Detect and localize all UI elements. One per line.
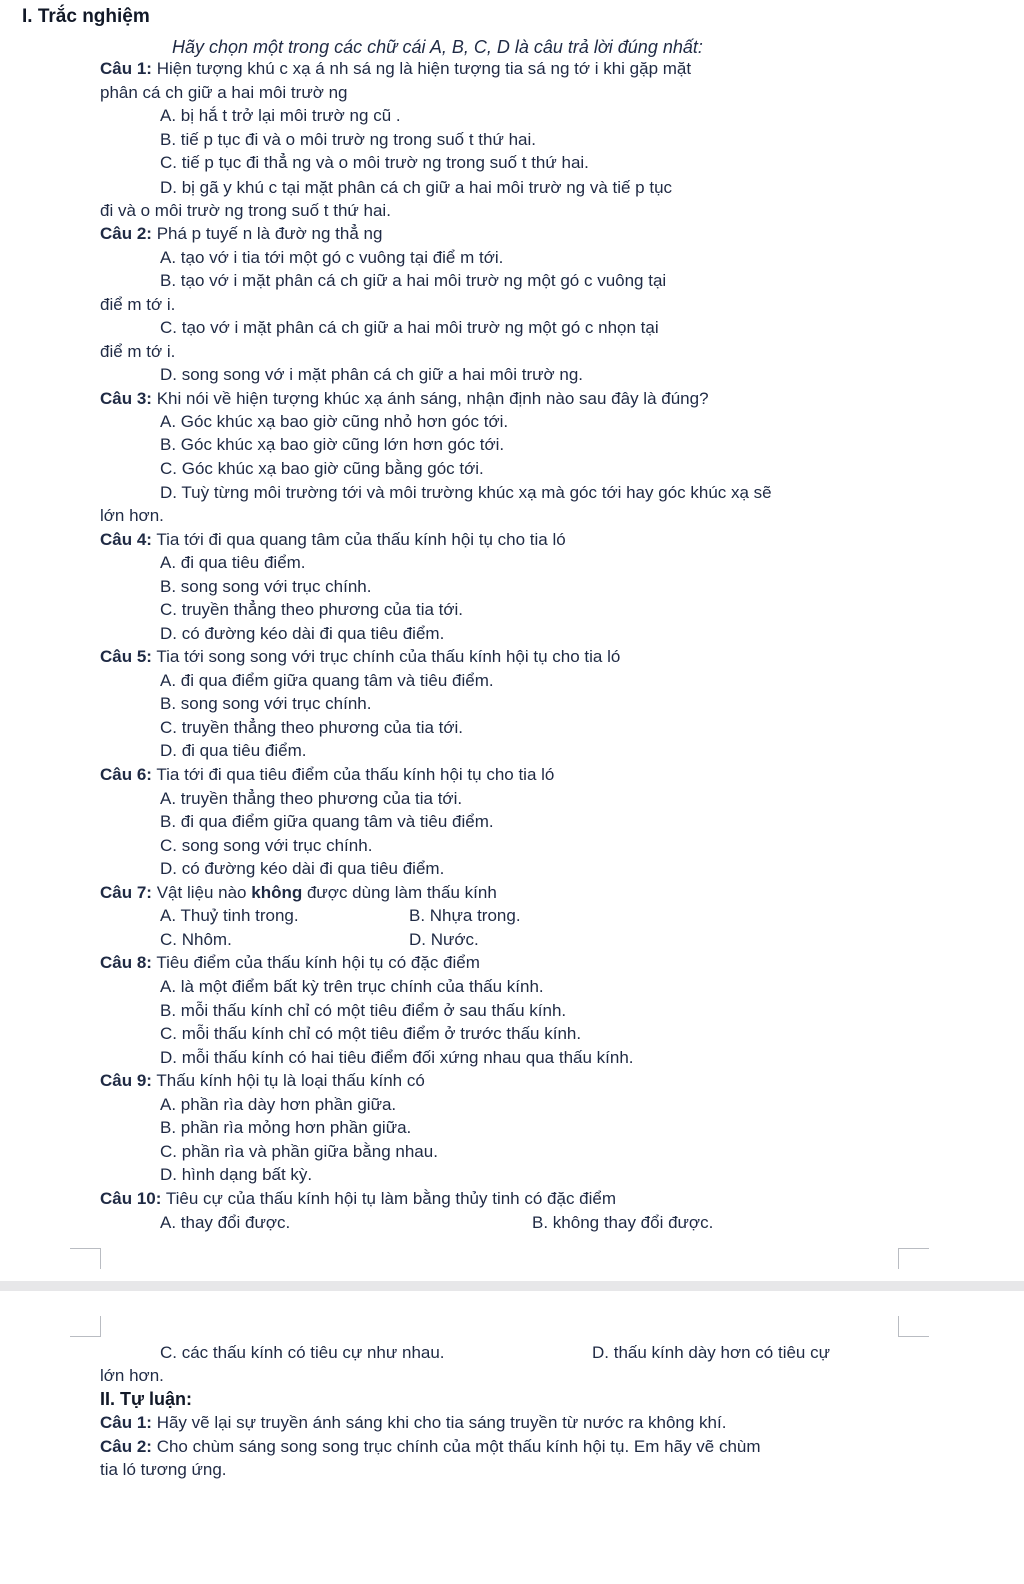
question-4-text: Tia tới đi qua quang tâm của thấu kính hội tụ cho tia ló [156,530,566,549]
question-2-option-b-cont: điể m tớ i. [100,295,176,314]
question-9-option-b: B. phần rìa mỏng hơn phần giữa. [160,1118,412,1137]
question-10-text: Tiêu cự của thấu kính hội tụ làm bằng thủy tinh có đặc điểm [165,1189,617,1208]
question-2-text: Phá p tuyế n là đườ ng thẳ ng [156,224,383,243]
question-10-option-c: C. các thấu kính có tiêu cự như nhau. [160,1343,445,1362]
question-4-label: Câu 4: [100,530,152,549]
question-9-label: Câu 9: [100,1071,152,1090]
instruction: Hãy chọn một trong các chữ cái A, B, C, D là câu trả lời đúng nhất: [172,37,703,57]
question-1-option-a: A. bị hắ t trở lại môi trườ ng cũ . [160,106,401,125]
question-8-text: Tiêu điểm của thấu kính hội tụ có đặc điểm [156,953,480,972]
question-5-label: Câu 5: [100,647,152,666]
question-2-option-a: A. tạo vớ i tia tới một gó c vuông tại điể m tới. [160,248,504,267]
question-8-option-a: A. là một điểm bất kỳ trên trục chính của thấu kính. [160,977,544,996]
question-3-option-c: C. Góc khúc xạ bao giờ cũng bằng góc tới. [160,459,484,478]
question-6-option-b: B. đi qua điểm giữa quang tâm và tiêu điểm. [160,812,494,831]
question-8-option-b: B. mỗi thấu kính chỉ có một tiêu điểm ở sau thấu kính. [160,1001,567,1020]
essay-question-2-text: Cho chùm sáng song song trục chính của một thấu kính hội tụ. Em hãy vẽ chùm [156,1437,761,1456]
question-5 [100,646,620,668]
page-corner-mark [70,1248,101,1269]
question-2-option-c: C. tạo vớ i mặt phân cá ch giữ a hai môi trườ ng một gó c nhọn tại [160,318,659,337]
question-7 [100,882,497,904]
question-3-option-d-cont: lớn hơn. [100,506,164,525]
question-1-text-cont: phân cá ch giữ a hai môi trườ ng [100,83,348,102]
question-10-option-b: B. không thay đổi được. [532,1213,714,1232]
essay-question-2-label: Câu 2: [100,1437,152,1456]
question-2-label: Câu 2: [100,224,152,243]
question-2-option-d: D. song song vớ i mặt phân cá ch giữ a hai môi trườ ng. [160,365,584,384]
question-10-label: Câu 10: [100,1189,162,1208]
essay-question-1-text: Hãy vẽ lại sự truyền ánh sáng khi cho tia sáng truyền từ nước ra không khí. [156,1413,727,1432]
question-6 [100,764,554,786]
question-7-option-b: B. Nhựa trong. [409,906,521,925]
question-2 [100,223,382,245]
essay-question-1-label: Câu 1: [100,1413,152,1432]
question-7-option-d: D. Nước. [409,930,479,949]
question-1-option-d: D. bị gã y khú c tại mặt phân cá ch giữ a hai môi trườ ng và tiế p tục [160,178,673,197]
question-6-label: Câu 6: [100,765,152,784]
question-7-option-a: A. Thuỷ tinh trong. [160,906,299,925]
question-7-text-pre: Vật liệu nào [156,883,247,902]
question-9-text: Thấu kính hội tụ là loại thấu kính có [156,1071,425,1090]
question-3-option-d: D. Tuỳ từng môi trường tới và môi trường khúc xạ mà góc tới hay góc khúc xạ sẽ [160,483,772,502]
section-2-title: II. Tự luận: [100,1389,193,1409]
question-7-label: Câu 7: [100,883,152,902]
question-3 [100,388,709,410]
question-1-text: Hiện tượng khú c xạ á nh sá ng là hiện tượng tia sá ng tớ i khi gặp mặt [156,59,692,78]
essay-question-1 [100,1412,726,1434]
question-9-option-a: A. phần rìa dày hơn phần giữa. [160,1095,397,1114]
question-1-option-d-cont: đi và o môi trườ ng trong suố t thứ hai. [100,201,391,220]
page-corner-mark [70,1316,101,1337]
question-4-option-c: C. truyền thẳng theo phương của tia tới. [160,600,464,619]
question-5-option-d: D. đi qua tiêu điểm. [160,741,307,760]
question-10-option-a: A. thay đổi được. [160,1213,291,1232]
question-8-option-c: C. mỗi thấu kính chỉ có một tiêu điểm ở trước thấu kính. [160,1024,582,1043]
question-8 [100,952,480,974]
question-6-option-d: D. có đường kéo dài đi qua tiêu điểm. [160,859,445,878]
essay-question-2 [100,1436,761,1458]
question-3-text: Khi nói về hiện tượng khúc xạ ánh sáng, nhận định nào sau đây là đúng? [156,389,709,408]
question-5-option-c: C. truyền thẳng theo phương của tia tới. [160,718,464,737]
question-6-option-a: A. truyền thẳng theo phương của tia tới. [160,789,463,808]
question-6-text: Tia tới đi qua tiêu điểm của thấu kính hội tụ cho tia ló [156,765,555,784]
question-9-option-c: C. phần rìa và phần giữa bằng nhau. [160,1142,438,1161]
question-3-option-b: B. Góc khúc xạ bao giờ cũng lớn hơn góc tới. [160,435,505,454]
question-9 [100,1070,425,1092]
question-7-option-c: C. Nhôm. [160,930,232,949]
question-10-option-d: D. thấu kính dày hơn có tiêu cự [592,1343,830,1362]
question-3-option-a: A. Góc khúc xạ bao giờ cũng nhỏ hơn góc tới. [160,412,509,431]
essay-question-2-text-cont: tia ló tương ứng. [100,1460,227,1479]
page-corner-mark [898,1248,929,1269]
question-1-option-b: B. tiế p tục đi và o môi trườ ng trong suố t thứ hai. [160,130,536,149]
question-1-option-c: C. tiế p tục đi thẳ ng và o môi trườ ng trong suố t thứ hai. [160,153,589,172]
question-7-text-post: được dùng làm thấu kính [306,883,497,902]
question-5-text: Tia tới song song với trục chính của thấu kính hội tụ cho tia ló [156,647,621,666]
question-5-option-b: B. song song với trục chính. [160,694,372,713]
page-break [0,1281,1024,1291]
question-4-option-a: A. đi qua tiêu điểm. [160,553,306,572]
question-7-text-emphasis: không [251,883,303,902]
question-4-option-b: B. song song với trục chính. [160,577,372,596]
question-9-option-d: D. hình dạng bất kỳ. [160,1165,313,1184]
question-10-option-d-cont: lớn hơn. [100,1366,164,1385]
question-6-option-c: C. song song với trục chính. [160,836,373,855]
question-1 [100,58,691,80]
question-3-label: Câu 3: [100,389,152,408]
question-5-option-a: A. đi qua điểm giữa quang tâm và tiêu điểm. [160,671,494,690]
question-8-option-d: D. mỗi thấu kính có hai tiêu điểm đối xứng nhau qua thấu kính. [160,1048,634,1067]
question-2-option-b: B. tạo vớ i mặt phân cá ch giữ a hai môi trườ ng một gó c vuông tại [160,271,667,290]
question-2-option-c-cont: điể m tớ i. [100,342,176,361]
page-corner-mark [898,1316,929,1337]
question-1-label: Câu 1: [100,59,152,78]
question-4-option-d: D. có đường kéo dài đi qua tiêu điểm. [160,624,445,643]
section-1-title: I. Trắc nghiệm [22,6,150,27]
question-10 [100,1188,616,1210]
question-8-label: Câu 8: [100,953,152,972]
question-4 [100,529,566,551]
